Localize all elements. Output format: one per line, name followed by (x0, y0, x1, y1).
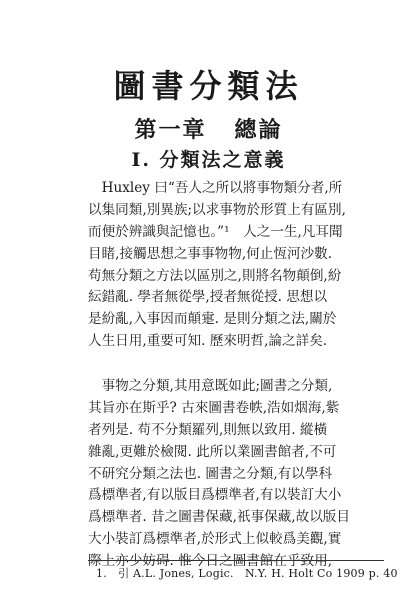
text-line: 事物之分類,其用意既如此;圖書之分類, (88, 378, 333, 394)
text-line: 目睹,接觸思想之事事物物,何止恆河沙數. (88, 245, 333, 262)
paragraph-2 (88, 376, 384, 573)
text-line: 而便於辨識與記憶也。”¹ 人之一生,凡耳聞 (88, 223, 343, 240)
text-line: 以集同類,別異族;以求事物於形質上有區別, (88, 201, 346, 218)
chapter-number: 第一章 (134, 117, 207, 143)
text-line: 爲標準者,有以版目爲標準者,有以裝訂大小 (88, 487, 342, 504)
text-line: 大小裝訂爲標準者,於形式上似較爲美觀,實 (88, 531, 342, 548)
chapter-name: 總論 (234, 117, 283, 143)
chapter-heading (0, 115, 417, 145)
footnote: 1. 引 A.L. Jones, Logic. N.Y. H. Holt Co 1909 p. 40 (96, 567, 398, 580)
text-line: 爲標準者. 昔之圖書保藏,祇事保藏,故以版目 (88, 509, 350, 526)
paragraph-1 (88, 178, 384, 353)
text-line: 者列是. 苟不分類羅列,則無以致用. 縱橫 (88, 421, 328, 438)
text-line: 不研究分類之法也. 圖書之分類,有以學科 (88, 465, 333, 482)
footnote-divider (88, 560, 384, 561)
text-line: 人生日用,重要可知. 歷來明哲,論之詳矣. (88, 333, 328, 350)
text-line: 其旨亦在斯乎? 古來圖書卷帙,浩如烟海,紫 (88, 399, 340, 416)
text-line: 是紛亂,入事因而顛疐. 是則分類之法,關於 (88, 311, 337, 328)
text-line: 苟無分類之方法以區別之,則將名物顛倒,紛 (88, 267, 342, 284)
text-line: 際上亦少妨碍. 惟今日之圖書館在乎致用, (88, 553, 333, 570)
book-title: 圖書分類法 (113, 67, 304, 105)
section-heading: I. 分類法之意義 (131, 149, 286, 171)
text-line: Huxley 曰“吾人之所以將事物類分者,所 (88, 180, 343, 196)
text-line: 雜亂,更難於檢閱. 此所以業圖書館者,不可 (88, 443, 337, 460)
text-line: 紜錯亂. 學者無從學,授者無從授. 思想以 (88, 289, 328, 306)
